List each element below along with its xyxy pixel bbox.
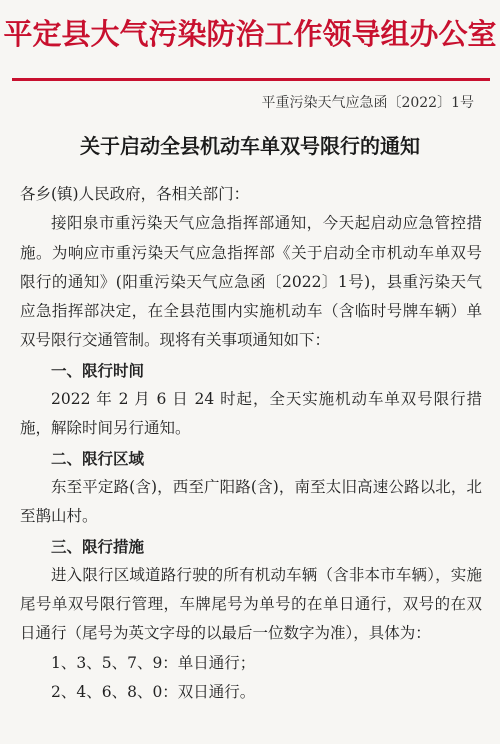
red-divider-line <box>12 78 490 81</box>
section-text-area: 东至平定路(含)，西至广阳路(含)，南至太旧高速公路以北，北至鹊山村。 <box>20 477 482 526</box>
list-item-odd: 1、3、5、7、9：单日通行； <box>51 653 256 672</box>
section-heading-measures: 三、限行措施 <box>51 536 145 556</box>
list-item-even: 2、4、6、8、0：双日通行。 <box>51 683 256 702</box>
document-number: 平重污染天气应急函〔2022〕1号 <box>261 95 474 111</box>
issuing-office-title: 平定县大气污染防治工作领导组办公室 <box>3 17 497 51</box>
section-text-measures: 进入限行区域道路行驶的所有机动车辆（含非本市车辆），实施尾号单双号限行管理，车牌尾号为单号的在单日通行，双号的在双日通行（尾号为英文字母的以最后一位数字为准），具体为： <box>20 565 482 643</box>
document-body <box>20 180 482 707</box>
salutation: 各乡(镇)人民政府，各相关部门： <box>20 185 250 203</box>
intro-paragraph: 接阳泉市重污染天气应急指挥部通知，今天起启动应急管控措施。为响应市重污染天气应急指挥部《关于启动全市机动车单双号限行的通知》(阳重污染天气应急函〔2022〕1号)，县重污染天气应急指挥部决定，在全县范围内实施机动车（含临时号牌车辆）单双号限行交通管制。现将有关事项通知如下： <box>20 214 482 350</box>
section-heading-time: 一、限行时间 <box>51 360 145 380</box>
document-title: 关于启动全县机动车单双号限行的通知 <box>80 134 420 158</box>
section-heading-area: 二、限行区域 <box>51 448 145 468</box>
section-text-time: 2022 年 2 月 6 日 24 时起，全天实施机动车单双号限行措施，解除时间另行通知。 <box>20 390 482 438</box>
